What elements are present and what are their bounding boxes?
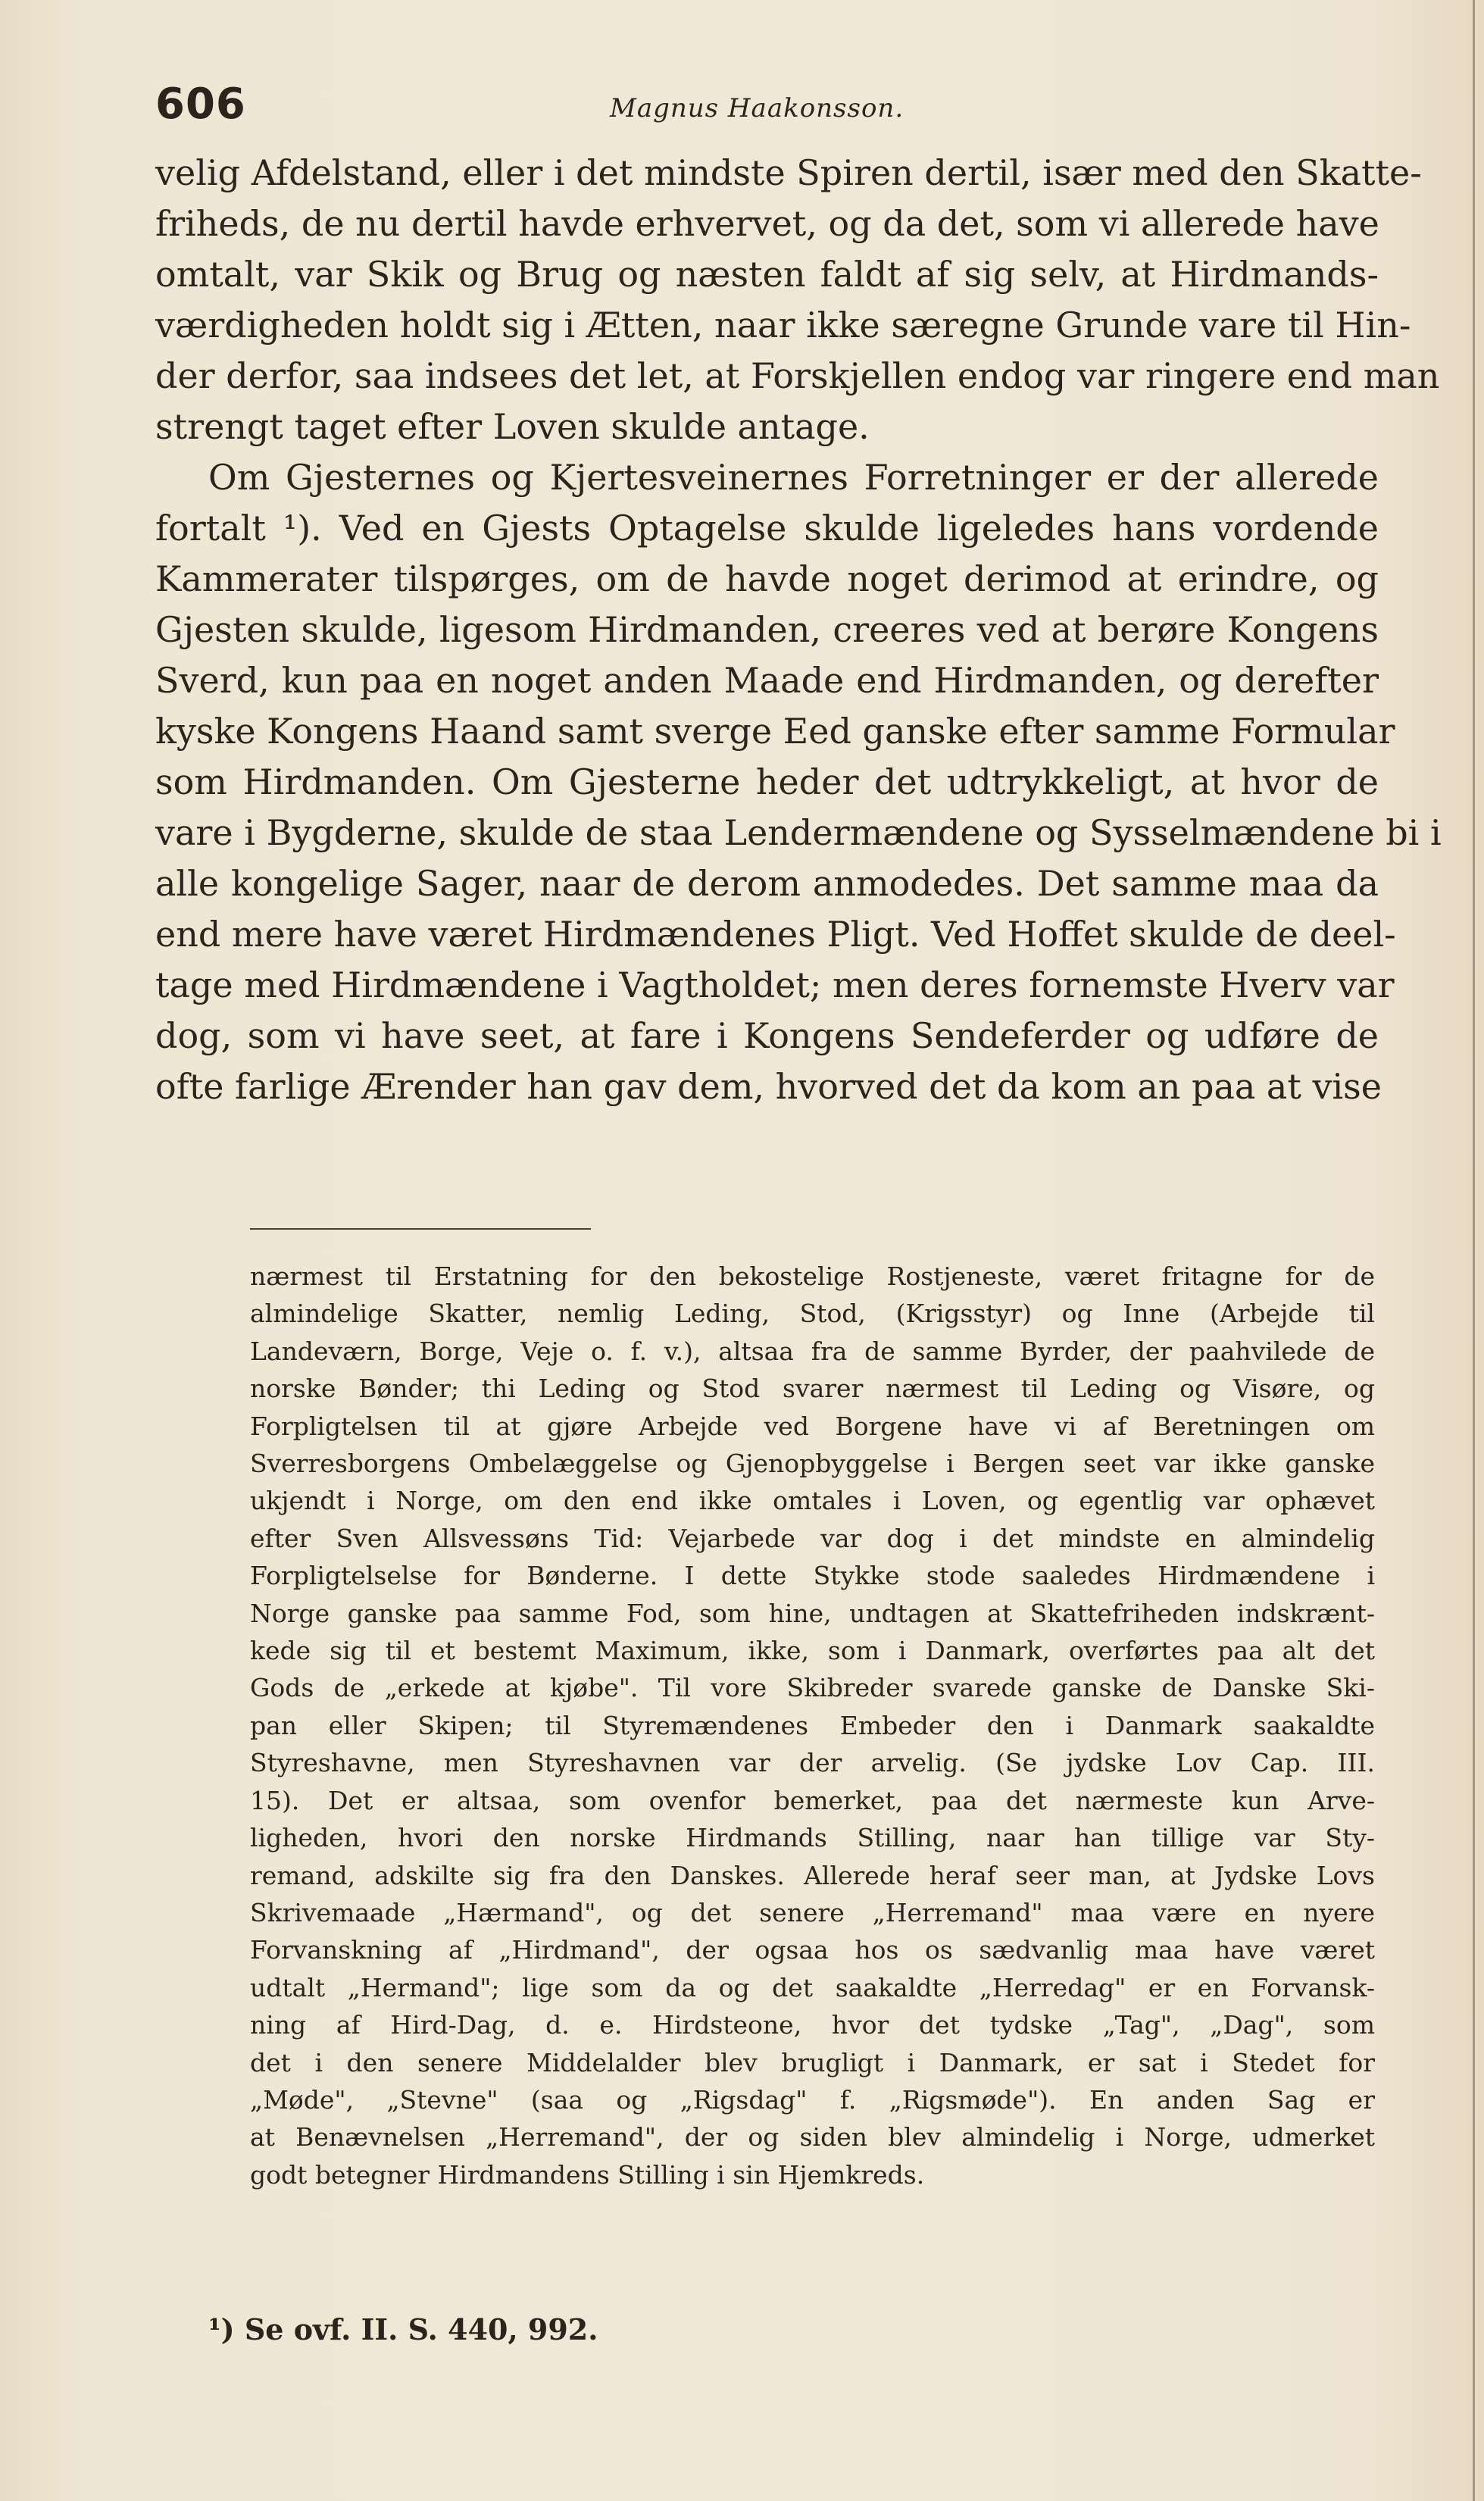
footnote-line: ning af Hird-Dag, d. e. Hirdsteone, hvor det tydske „Tag", „Dag", som: [250, 2010, 1375, 2040]
footnote-line: 15). Det er altsaa, som ovenfor bemerket, paa det nærmeste kun Arve-: [250, 1785, 1375, 1815]
page-edge-shadow: [1473, 0, 1475, 2501]
body-line: dog, som vi have seet, at fare i Kongens Sendeferder og udføre de: [155, 1015, 1379, 1056]
footnote-line: at Benævnelsen „Herremand", der og siden blev almindelig i Norge, udmerket: [250, 2122, 1375, 2152]
body-line: Om Gjesternes og Kjertesveinernes Forretninger er der allerede: [208, 457, 1379, 498]
footnote-line: det i den senere Middelalder blev brugligt i Danmark, er sat i Stedet for: [250, 2047, 1375, 2077]
body-line: alle kongelige Sager, naar de derom anmodedes. Det samme maa da: [155, 863, 1379, 904]
body-line: Sverd, kun paa en noget anden Maade end Hirdmanden, og derefter: [155, 660, 1379, 701]
footnote-line: kede sig til et bestemt Maximum, ikke, som i Danmark, overførtes paa alt det: [250, 1636, 1375, 1666]
footnote-line: almindelige Skatter, nemlig Leding, Stod, (Krigsstyr) og Inne (Arbejde til: [250, 1299, 1375, 1329]
footnote-line: Norge ganske paa samme Fod, som hine, undtagen at Skattefriheden indskrænt-: [250, 1598, 1375, 1628]
footnote-line: pan eller Skipen; til Styremændenes Embeder den i Danmark saakaldte: [250, 1710, 1375, 1740]
body-line: kyske Kongens Haand samt sverge Eed ganske efter samme Formular: [155, 711, 1395, 752]
body-line: Kammerater tilspørges, om de havde noget derimod at erindre, og: [155, 558, 1379, 599]
body-line: Gjesten skulde, ligesom Hirdmanden, creeres ved at berøre Kongens: [155, 609, 1379, 650]
running-head: Magnus Haakonsson.: [610, 93, 904, 123]
footnotes: [250, 1258, 1375, 2193]
footnote-line: efter Sven Allsvessøns Tid: Vejarbede var dog i det mindste en almindelig: [250, 1523, 1375, 1553]
footnote-line: Landeværn, Borge, Veje o. f. v.), altsaa fra de samme Byrder, der paahvilede de: [250, 1336, 1375, 1366]
footnote-line: Skrivemaade „Hærmand", og det senere „Herremand" maa være en nyere: [250, 1897, 1375, 1927]
footnote-line: Forpligtelsen til at gjøre Arbejde ved Borgene have vi af Beretningen om: [250, 1411, 1375, 1441]
footnote-line: Forvanskning af „Hirdmand", der ogsaa hos os sædvanlig maa have været: [250, 1935, 1375, 1965]
body-text: [155, 148, 1442, 1112]
footnote-line: udtalt „Hermand"; lige som da og det saakaldte „Herredag" er en Forvansk-: [250, 1972, 1375, 2002]
body-line: vare i Bygderne, skulde de staa Lendermændene og Sysselmændene bi i: [155, 812, 1442, 853]
footnote-line: remand, adskilte sig fra den Danskes. Allerede heraf seer man, at Jydske Lovs: [250, 1860, 1375, 1890]
footnote-reference: ¹) Se ovf. II. S. 440, 992.: [208, 2312, 598, 2346]
body-line: værdigheden holdt sig i Ætten, naar ikke særegne Grunde vare til Hin-: [155, 305, 1411, 345]
body-line: der derfor, saa indsees det let, at Forskjellen endog var ringere end man: [155, 355, 1440, 396]
body-line: omtalt, var Skik og Brug og næsten faldt af sig selv, at Hirdmands-: [155, 254, 1379, 295]
footnote-line: Sverresborgens Ombelæggelse og Gjenopbyggelse i Bergen seet var ikke ganske: [250, 1449, 1375, 1479]
body-line: ofte farlige Ærender han gav dem, hvorved det da kom an paa at vise: [155, 1066, 1382, 1107]
body-line: fortalt ¹). Ved en Gjests Optagelse skulde ligeledes hans vordende: [155, 508, 1379, 549]
footnote-line: godt betegner Hirdmandens Stilling i sin Hjemkreds.: [250, 2159, 925, 2190]
body-line: som Hirdmanden. Om Gjesterne heder det udtrykkeligt, at hvor de: [155, 761, 1379, 802]
page-number: 606: [155, 80, 246, 129]
body-line: velig Afdelstand, eller i det mindste Spiren dertil, især med den Skatte-: [155, 152, 1422, 193]
page-header: [155, 80, 1367, 140]
body-line: end mere have været Hirdmændenes Pligt. Ved Hoffet skulde de deel-: [155, 914, 1396, 955]
footnote-line: ligheden, hvori den norske Hirdmands Stilling, naar han tillige var Sty-: [250, 1823, 1375, 1853]
footnote-line: „Møde", „Stevne" (saa og „Rigsdag" f. „Rigsmøde"). En anden Sag er: [250, 2084, 1375, 2115]
footnote-line: Gods de „erkede at kjøbe". Til vore Skibreder svarede ganske de Danske Ski-: [250, 1673, 1375, 1703]
footnote-line: ukjendt i Norge, om den end ikke omtales i Loven, og egentlig var ophævet: [250, 1486, 1375, 1516]
body-line: friheds, de nu dertil havde erhvervet, og da det, som vi allerede have: [155, 203, 1379, 244]
footnote-line: Forpligtelselse for Bønderne. I dette Stykke stode saaledes Hirdmændene i: [250, 1561, 1375, 1591]
footnote-divider: [250, 1228, 591, 1230]
body-line: strengt taget efter Loven skulde antage.: [155, 406, 870, 447]
footnote-line: norske Bønder; thi Leding og Stod svarer nærmest til Leding og Visøre, og: [250, 1374, 1375, 1404]
footnote-line: Styreshavne, men Styreshavnen var der arvelig. (Se jydske Lov Cap. III.: [250, 1748, 1375, 1778]
body-line: tage med Hirdmændene i Vagtholdet; men deres fornemste Hverv var: [155, 964, 1395, 1005]
footnote-line: nærmest til Erstatning for den bekostelige Rostjeneste, været fritagne for de: [250, 1261, 1375, 1291]
